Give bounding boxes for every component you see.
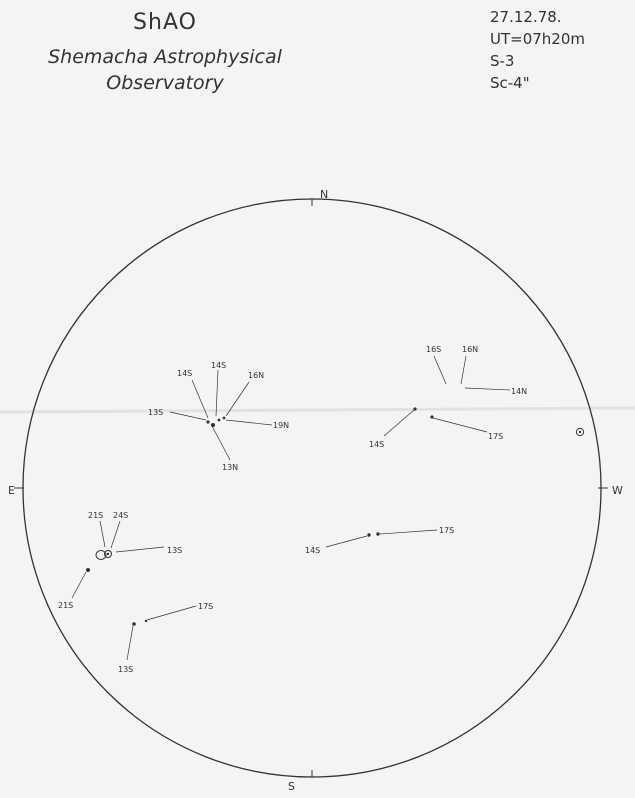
spot-label: 16S [426, 345, 442, 354]
spot-group-2 [369, 345, 527, 449]
sunspot [206, 420, 209, 423]
spot-label: 14S [369, 440, 385, 449]
spot-label: 19N [273, 421, 290, 430]
sunspot [367, 533, 370, 536]
north-label: N [320, 188, 329, 201]
sunspot [376, 532, 379, 535]
spot-label: 17S [488, 432, 504, 441]
observation-date: 27.12.78. [490, 8, 562, 26]
spot-label: 14S [211, 361, 227, 370]
observatory-name-line2: Observatory [106, 72, 224, 94]
spot-group-5 [305, 526, 454, 555]
sunspot [223, 417, 226, 420]
sunspot [218, 419, 221, 422]
seeing-c-value: Sc-4" [490, 74, 530, 92]
observatory-code: ShAO [133, 10, 197, 35]
spot-group-4 [118, 602, 213, 674]
spot-label: 13S [148, 408, 164, 417]
spot-label: 17S [439, 526, 455, 535]
spot-label: 21S [58, 601, 74, 610]
sunspot [145, 620, 147, 622]
spot-label: 17S [198, 602, 214, 611]
south-label: S [288, 780, 295, 793]
solar-disk-outline [23, 199, 601, 777]
observatory-name-line1: Shemacha Astrophysical [48, 46, 282, 68]
spot-label: 24S [113, 511, 129, 520]
spot-label: 16N [248, 371, 265, 380]
observation-time: UT=07h20m [490, 30, 586, 48]
spot-label: 14S [177, 369, 193, 378]
spot-label: 16N [462, 345, 479, 354]
spot-label: 21S [88, 511, 104, 520]
sunspot [86, 568, 90, 572]
east-label: E [8, 484, 15, 497]
seeing-value: S-3 [490, 52, 515, 70]
sunspot [413, 407, 416, 410]
spot-label: 13S [167, 546, 183, 555]
spot-label: 13N [222, 463, 239, 472]
west-label: W [612, 484, 623, 497]
spot-label: 14S [305, 546, 321, 555]
limb-spot-west [576, 428, 583, 435]
sunspot [211, 423, 215, 427]
spot-group-3 [58, 511, 182, 610]
paper-crease [0, 408, 635, 412]
sunspot [430, 415, 433, 418]
spot-label: 14N [511, 387, 528, 396]
sunspot [132, 622, 136, 626]
spot-group-1 [148, 361, 289, 472]
spot-label: 13S [118, 665, 134, 674]
